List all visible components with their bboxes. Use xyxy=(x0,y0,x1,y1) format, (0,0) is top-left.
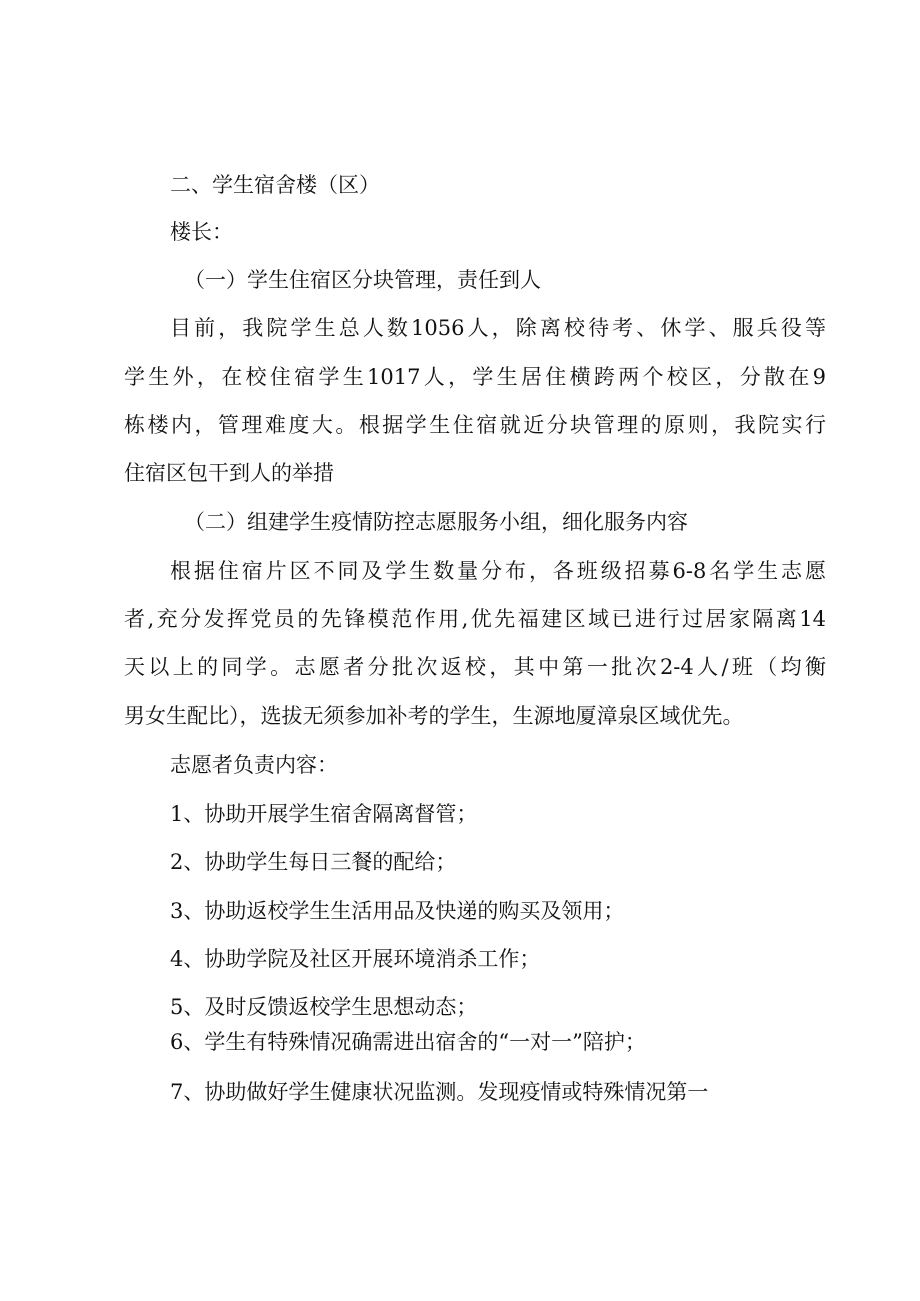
part1-paragraph-line: 住宿区包干到人的举措 xyxy=(124,461,334,485)
part1-paragraph-line: 学生外，在校住宿学生1017人，学生居住横跨两个校区，分散在9 xyxy=(124,365,826,389)
duty-item: 3、协助返校学生生活用品及快递的购买及领用； xyxy=(170,899,625,923)
part2-paragraph-line: 天以上的同学。志愿者分批次返校，其中第一批次2-4人/班（均衡 xyxy=(124,655,826,679)
building-head-label: 楼长： xyxy=(170,220,233,244)
part1-title: （一）学生住宿区分块管理，责任到人 xyxy=(184,268,541,292)
part2-title: （二）组建学生疫情防控志愿服务小组，细化服务内容 xyxy=(184,510,688,534)
part1-paragraph-line: 目前，我院学生总人数1056人，除离校待考、休学、服兵役等 xyxy=(170,316,826,340)
duty-item: 6、学生有特殊情况确需进出宿舍的“一对一”陪护； xyxy=(170,1030,646,1054)
part2-paragraph-line: 根据住宿片区不同及学生数量分布，各班级招募6-8名学生志愿 xyxy=(170,559,826,583)
duty-item: 7、协助做好学生健康状况监测。发现疫情或特殊情况第一 xyxy=(170,1080,709,1104)
duty-item: 1、协助开展学生宿舍隔离督管； xyxy=(170,802,478,826)
section-heading: 二、学生宿舍楼（区） xyxy=(170,173,380,197)
duties-title: 志愿者负责内容： xyxy=(170,753,338,777)
duty-item: 5、及时反馈返校学生思想动态； xyxy=(170,995,478,1019)
duty-item: 4、协助学院及社区开展环境消杀工作； xyxy=(170,947,541,971)
part2-paragraph-line: 男女生配比），选拔无须参加补考的学生，生源地厦漳泉区域优先。 xyxy=(124,704,744,728)
duty-item: 2、协助学生每日三餐的配给； xyxy=(170,850,457,874)
part1-paragraph-line: 栋楼内，管理难度大。根据学生住宿就近分块管理的原则，我院实行 xyxy=(124,413,826,437)
part2-paragraph-line: 者,充分发挥党员的先锋模范作用,优先福建区域已进行过居家隔离14 xyxy=(124,607,826,631)
